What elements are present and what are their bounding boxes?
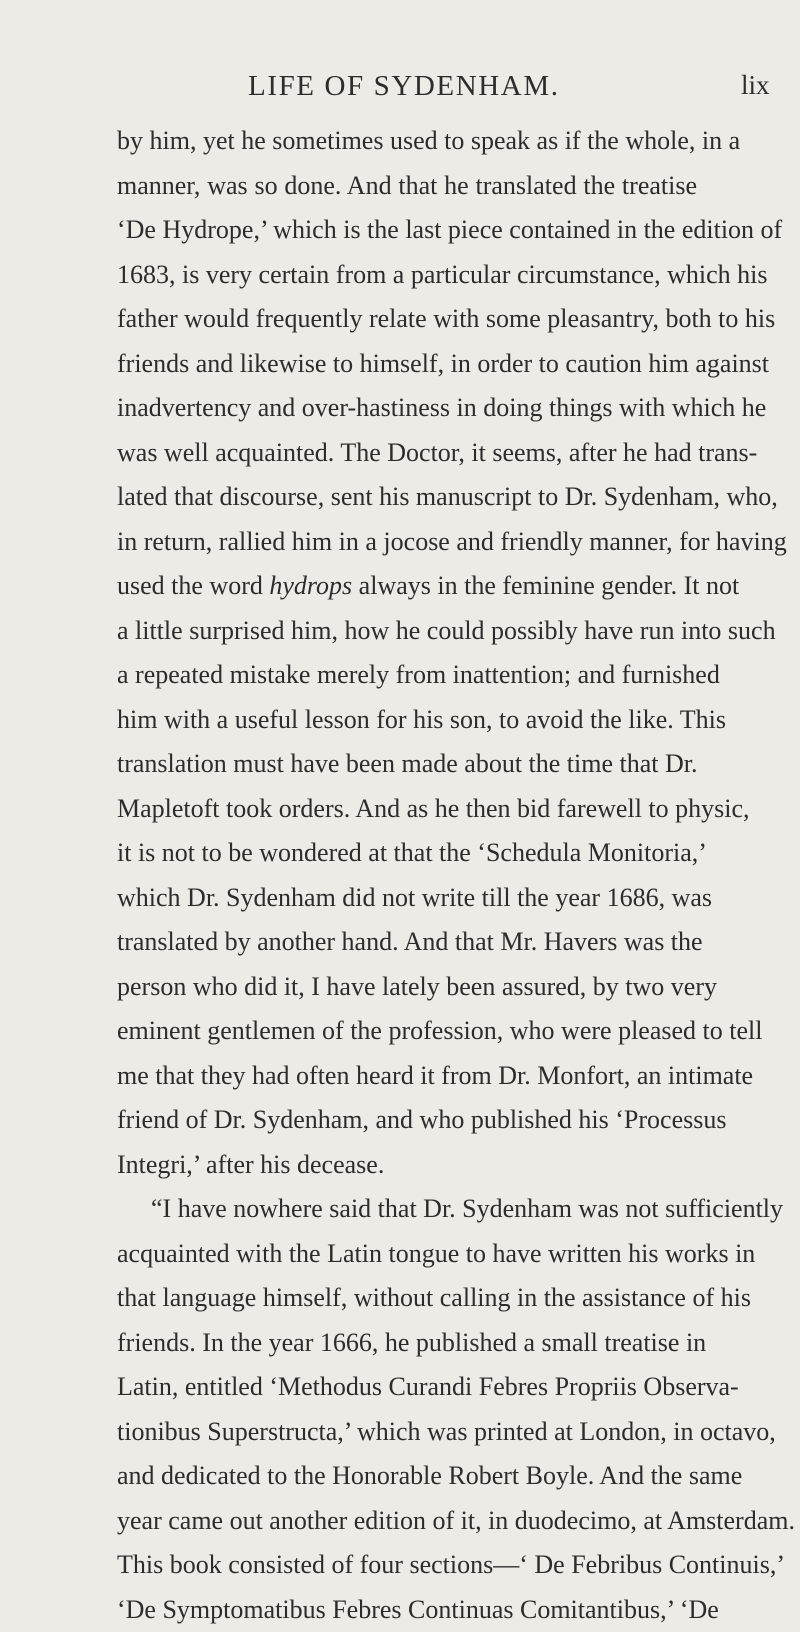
text-line: year came out another edition of it, in duodecimo, at Amsterdam. [117,1499,697,1544]
page-number: lix [741,70,770,101]
text-line: “I have nowhere said that Dr. Sydenham was not sufficiently [117,1187,697,1232]
text-line: me that they had often heard it from Dr. Monfort, an intimate [117,1054,697,1099]
text-line: manner, was so done. And that he translated the treatise [117,164,697,209]
text-line: inadvertency and over-hastiness in doing things with which he [117,386,697,431]
text-line: friends. In the year 1666, he published a small treatise in [117,1321,697,1366]
text-line: by him, yet he sometimes used to speak as if the whole, in a [117,119,697,164]
text-line: Mapletoft took orders. And as he then bid farewell to physic, [117,787,697,832]
italic-term: hydrops [269,571,352,600]
text-line: father would frequently relate with some pleasantry, both to his [117,297,697,342]
text-line: which Dr. Sydenham did not write till the year 1686, was [117,876,697,921]
text-line: ‘De Symptomatibus Febres Continuas Comitantibus,’ ‘De [117,1588,697,1632]
text-line: ‘De Hydrope,’ which is the last piece contained in the edition of [117,208,697,253]
text-line: lated that discourse, sent his manuscript to Dr. Sydenham, who, [117,475,697,520]
text-line: This book consisted of four sections—‘ De Febribus Continuis,’ [117,1543,697,1588]
text-line: friend of Dr. Sydenham, and who published his ‘Processus [117,1098,697,1143]
text-line: Latin, entitled ‘Methodus Curandi Febres Propriis Observa- [117,1365,697,1410]
text-line: it is not to be wondered at that the ‘Schedula Monitoria,’ [117,831,697,876]
text-line: tionibus Superstructa,’ which was printed at London, in octavo, [117,1410,697,1455]
page-header [0,70,800,110]
text-line: translated by another hand. And that Mr. Havers was the [117,920,697,965]
text-line: friends and likewise to himself, in order to caution him against [117,342,697,387]
text-line: a repeated mistake merely from inattention; and furnished [117,653,697,698]
text-line: 1683, is very certain from a particular circumstance, which his [117,253,697,298]
text-line: person who did it, I have lately been assured, by two very [117,965,697,1010]
text-line: eminent gentlemen of the profession, who were pleased to tell [117,1009,697,1054]
text-line: in return, rallied him in a jocose and friendly manner, for having [117,520,697,565]
body-text [117,119,697,1632]
text-line: acquainted with the Latin tongue to have written his works in [117,1232,697,1277]
text-line: Integri,’ after his decease. [117,1143,697,1188]
text-line: used the word hydrops always in the feminine gender. It not [117,564,697,609]
text-line: that language himself, without calling in the assistance of his [117,1276,697,1321]
text-line: him with a useful lesson for his son, to avoid the like. This [117,698,697,743]
text-line: a little surprised him, how he could possibly have run into such [117,609,697,654]
running-title: LIFE OF SYDENHAM. [248,70,560,103]
text-line: translation must have been made about the time that Dr. [117,742,697,787]
text-line: was well acquainted. The Doctor, it seems, after he had trans- [117,431,697,476]
text-line: and dedicated to the Honorable Robert Boyle. And the same [117,1454,697,1499]
